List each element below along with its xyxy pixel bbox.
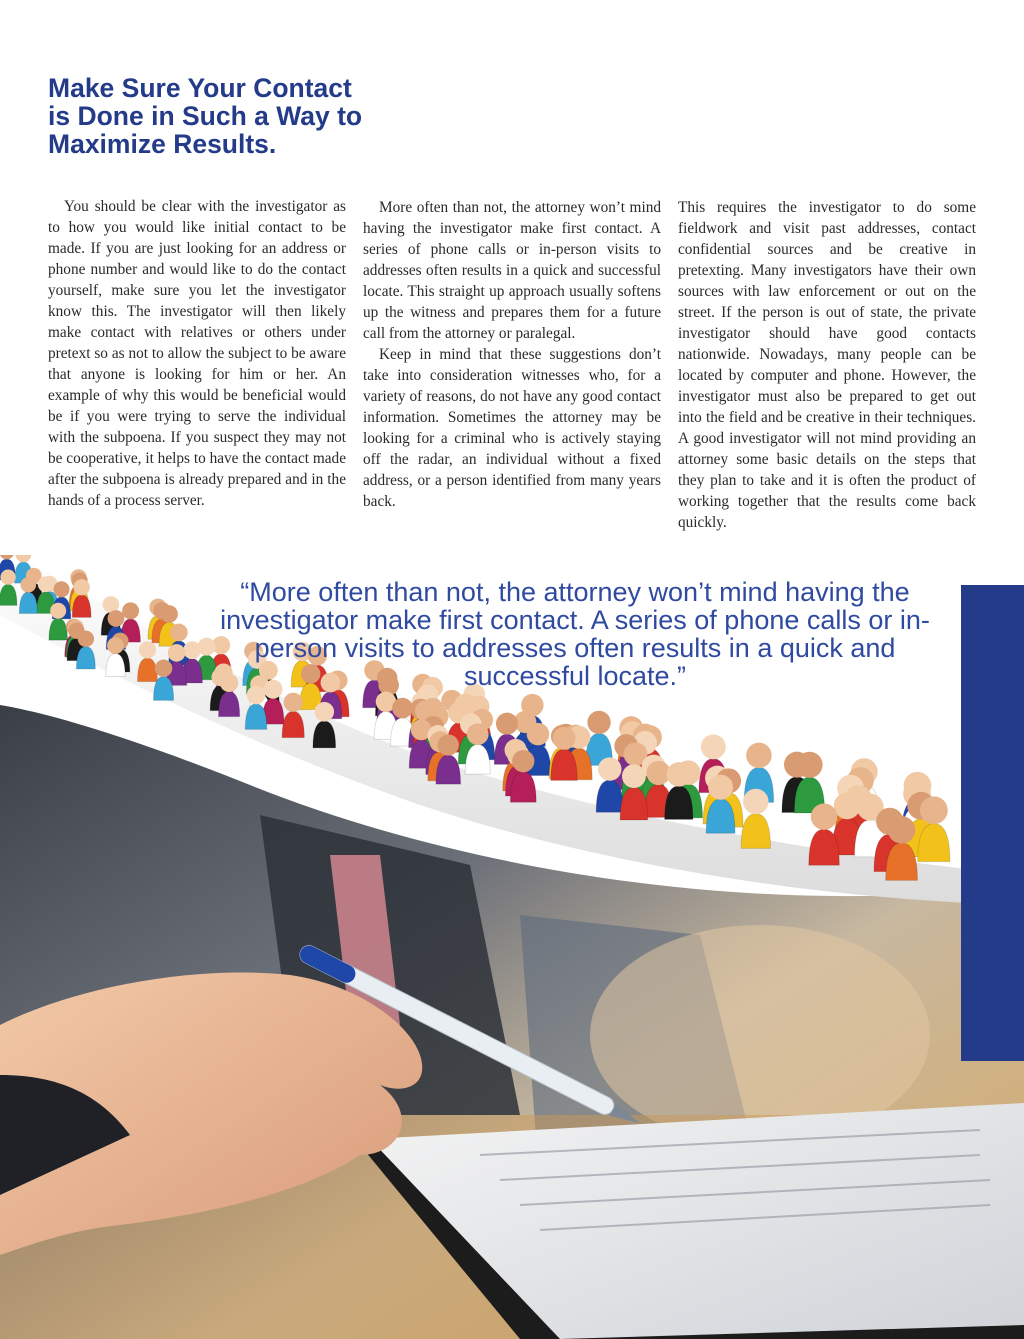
text-column-1 [48, 196, 346, 511]
paragraph: You should be clear with the investigator as to how you would like initial contact to be made. If you are just looking for an address or phone number and would like to do the contact yourself, make sure you let the investigator know this. The investigator will then likely make contact with relatives or others under pretext so as not to allow the subject to be aware that anyone is looking for him or her. An example of why this would be beneficial would be if you were trying to serve the individual with the subpoena. If you suspect they may not be cooperative, it helps to have the contact made after the subpoena is already prepared and in the hands of a process server. [48, 198, 346, 509]
paragraph: More often than not, the attorney won’t mind having the investigator make first contact. A series of phone calls or in-person visits to addresses often results in a quick and successful locate. This straight up approach usually softens up the witness and prepares them for a future call from the attorney or paralegal. [363, 199, 661, 342]
blue-side-bar [961, 585, 1024, 1061]
text-column-3 [678, 197, 976, 533]
paragraph: This requires the investigator to do some fieldwork and visit past addresses, contact confidential sources and be creative in pretexting. Many investigators have their own sources with law enforcement or out on the street. If the person is out of state, the private investigator should have good contacts nationwide. Nowadays, many people can be located by computer and phone. However, the investigator must also be prepared to get out into the field and be creative in their techniques. A good investigator will not mind providing an attorney some basic details on the steps that they plan to take and it is often the product of working together that the results come back quickly. [678, 199, 976, 531]
paragraph: Keep in mind that these suggestions don’t take into consideration witnesses who, for a variety of reasons, do not have any good contact information. Sometimes the attorney may be looking for a criminal who is actively staying off the radar, an individual without a fixed address, or a person identified from many years back. [363, 346, 661, 510]
text-column-2 [363, 197, 661, 512]
article-headline: Make Sure Your Contact is Done in Such a Way to Maximize Results. [48, 73, 363, 159]
pull-quote: “More often than not, the attorney won’t mind having the investigator make first contact. A series of phone calls or in-person visits to addresses often results in a quick and successful locate.” [220, 577, 930, 691]
